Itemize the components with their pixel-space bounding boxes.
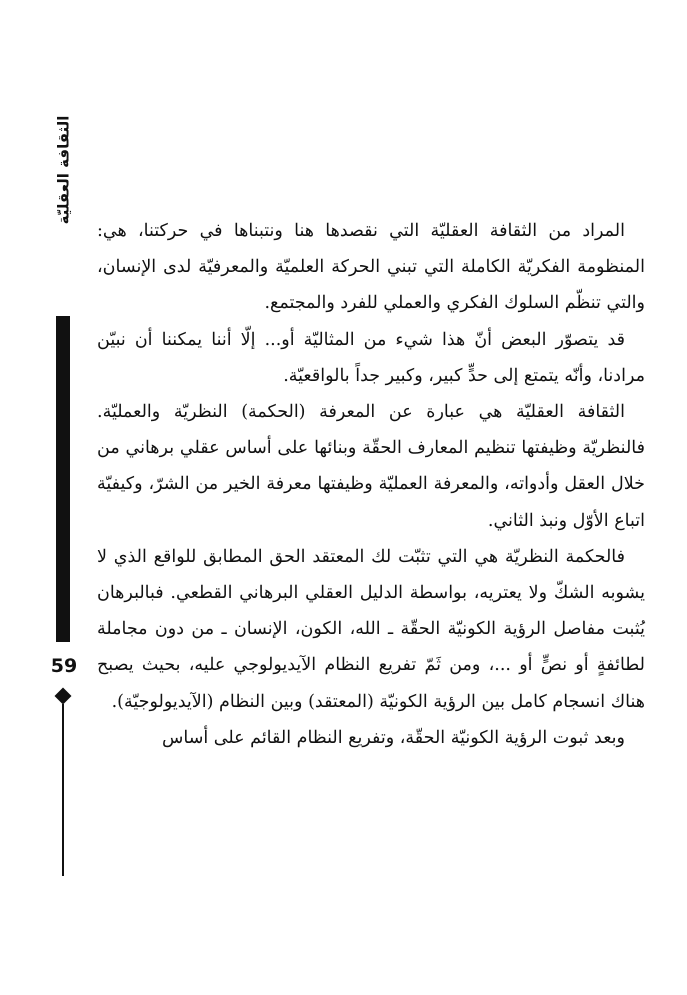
diamond-ornament-icon bbox=[55, 688, 72, 705]
paragraph-5: وبعد ثبوت الرؤية الكونيّة الحقّة، وتفريع النظام القائم على أساس bbox=[162, 727, 625, 748]
paragraph-3: الثقافة العقليّة هي عبارة عن المعرفة (الحكمة) النظريّة والعمليّة. فالنظريّة وظيفتها تنظيم المعارف الحقّة وبنائها على أساس عقلي برهاني من خلال العقل وأدواته، والمعرفة العمليّة وظيفتها معرفة الخير من الشرّ، وكيفيّة اتباع الأوّل ونبذ الثاني. bbox=[97, 402, 645, 531]
running-title bbox=[50, 112, 76, 228]
paragraph-1: المراد من الثقافة العقليّة التي نقصدها هنا ونتبناها في حركتنا، هي: المنظومة الفكريّة الكاملة التي تبني الحركة العلميّة والمعرفيّة لدى الإنسان، والتي تنظّم السلوك الفكري والعملي للفرد والمجتمع. bbox=[97, 221, 645, 314]
paragraph-2: قد يتصوّر البعض أنّ هذا شيء من المثاليّة أو... إلّا أننا يمكننا أن نبيّن مرادنا، وأنّه يتمتع إلى حدٍّ كبير، وكبير جداً بالواقعيّة. bbox=[97, 329, 645, 386]
margin-bar bbox=[56, 316, 70, 642]
margin-rule bbox=[62, 704, 64, 876]
paragraph-4: فالحكمة النظريّة هي التي تثبّت لك المعتقد الحق المطابق للواقع الذي لا يشوبه الشكّ ولا يعتريه، بواسطة الدليل العقلي البرهاني القطعي. فبالبرهان يُثبت مفاصل الرؤية الكونيّة الحقّة ـ الله، الكون، الإنسان ـ من دون مجاملة لطائفةٍ أو نصٍّ أو ...، ومن ثَمّ تفريع النظام الآيديولوجي عليه، بحيث يصبح هناك انسجام كامل بين الرؤية الكونيّة (المعتقد) وبين النظام (الآيديولوجيّة). bbox=[97, 546, 645, 712]
body-text bbox=[97, 213, 645, 756]
page-number: 59 bbox=[50, 655, 78, 677]
running-title-text: الثقافة العقليّة bbox=[54, 115, 73, 225]
